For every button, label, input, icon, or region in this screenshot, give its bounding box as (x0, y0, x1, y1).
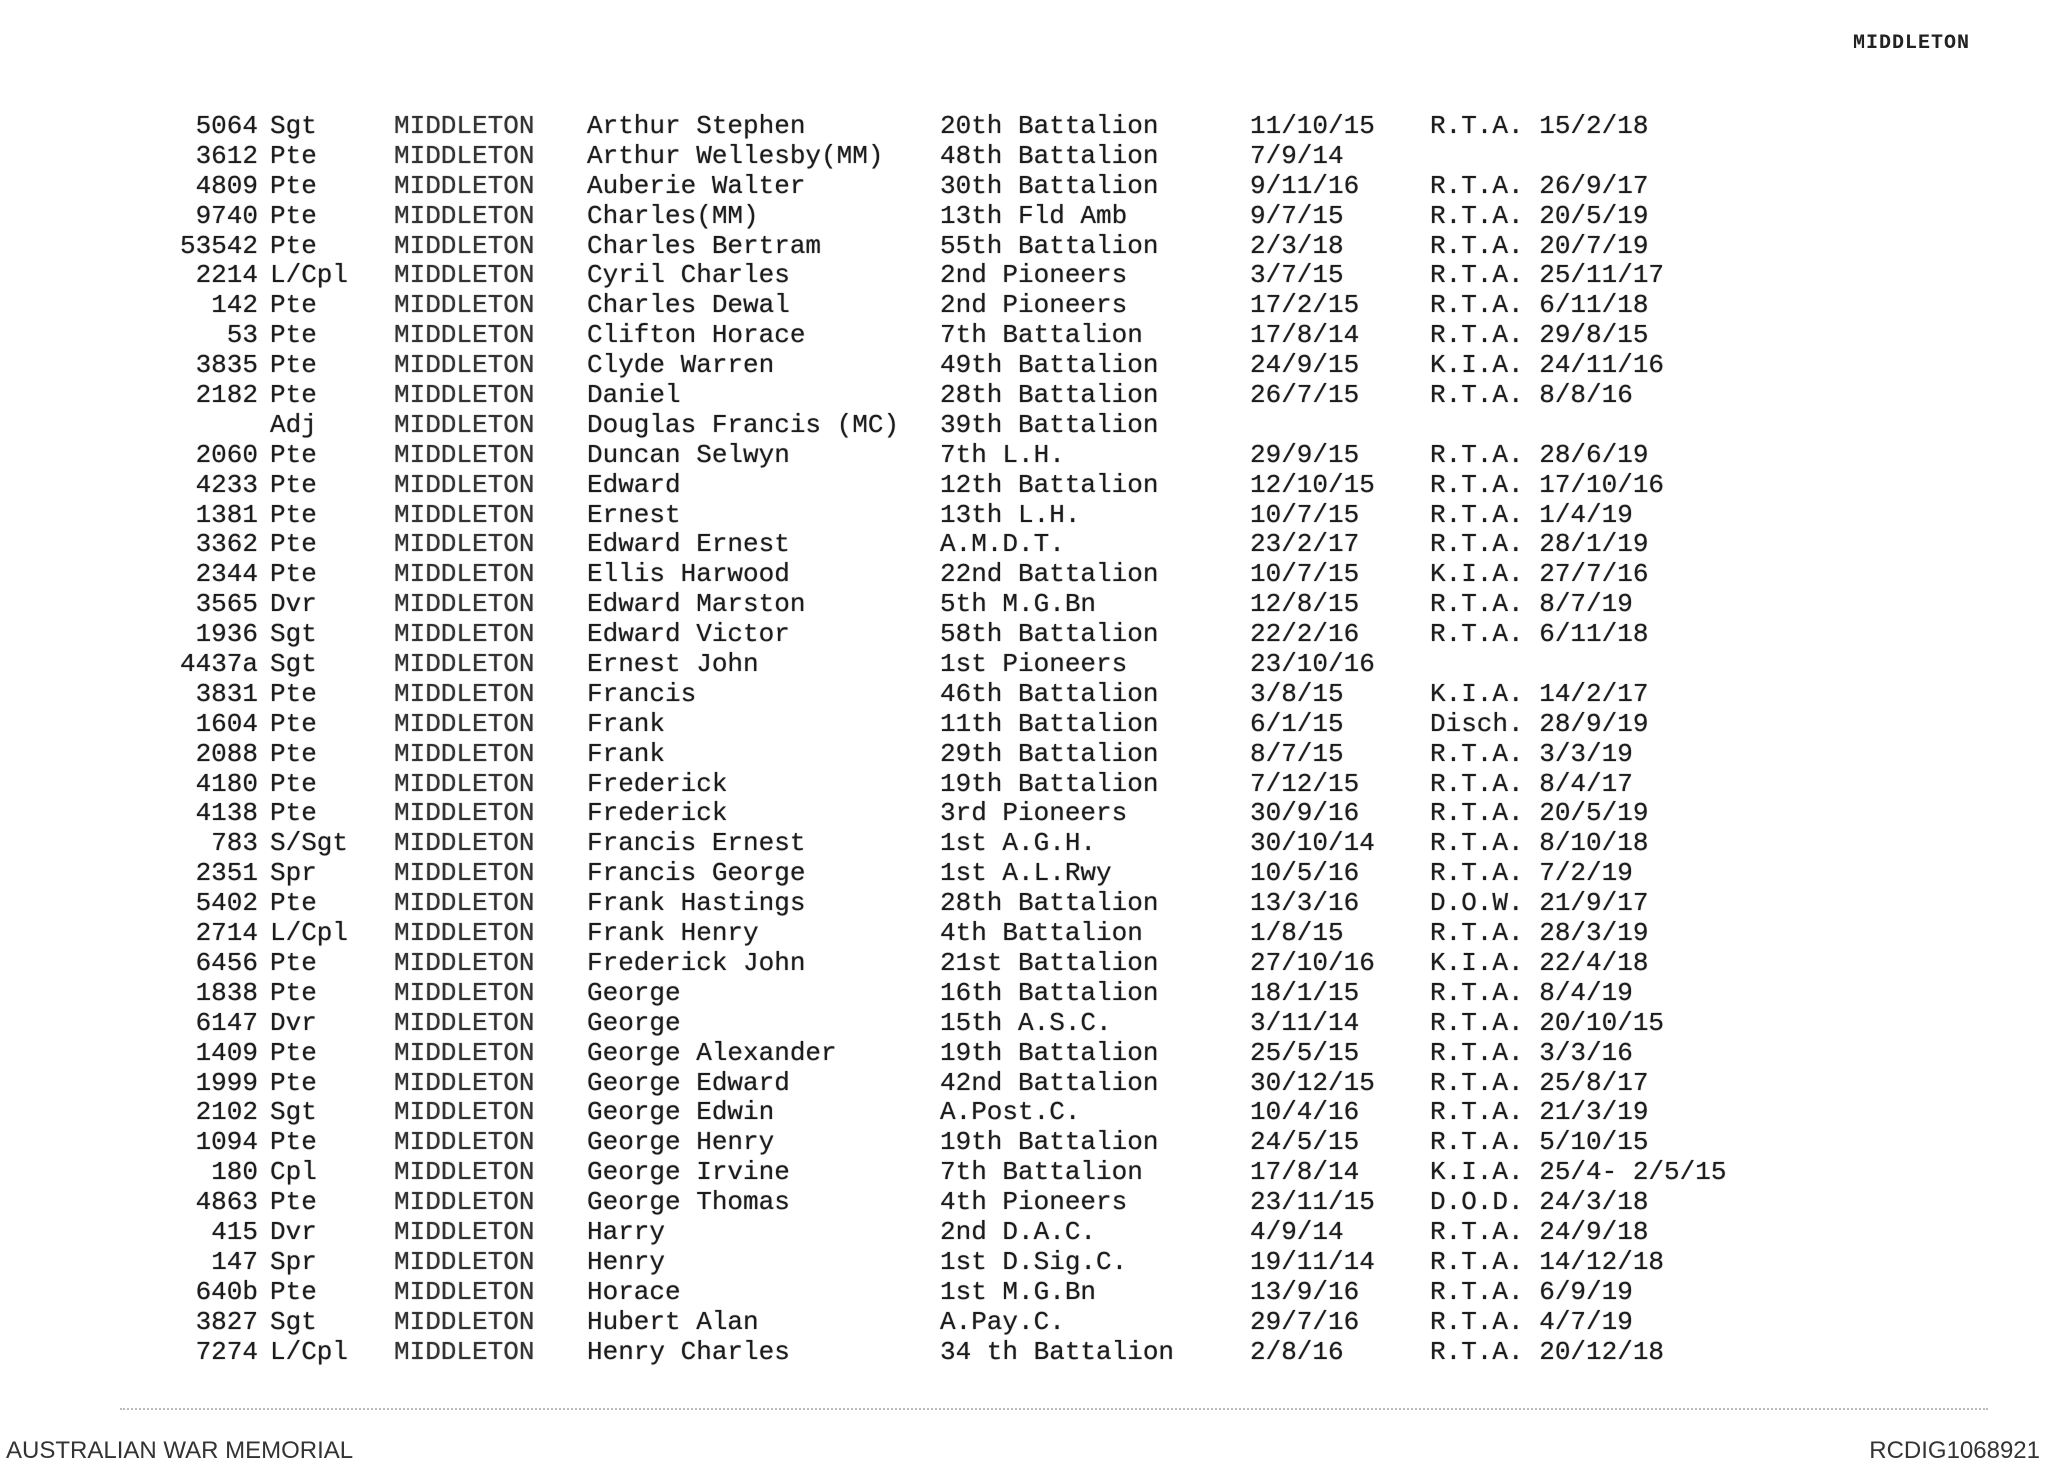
enlistment-date: 10/7/15 (1250, 499, 1360, 530)
service-number: 3827 (195, 1306, 258, 1337)
enlistment-date: 7/9/14 (1250, 140, 1344, 171)
surname: MIDDLETON (394, 828, 535, 859)
page-header-label: MIDDLETON (1852, 32, 1970, 55)
rank: Sgt (270, 1306, 317, 1337)
service-number: 9740 (195, 200, 258, 231)
surname: MIDDLETON (394, 200, 535, 231)
surname: MIDDLETON (394, 678, 535, 709)
surname: MIDDLETON (394, 350, 535, 381)
service-number: 1381 (195, 499, 258, 530)
given-names: Francis (587, 678, 697, 709)
unit: 2nd Pioneers (940, 260, 1128, 291)
service-number: 1936 (195, 619, 258, 650)
fate: R.T.A. 20/5/19 (1430, 798, 1649, 829)
unit: A.Post.C. (940, 1097, 1081, 1128)
service-number: 6456 (195, 947, 258, 978)
fate: R.T.A. 25/11/17 (1430, 260, 1665, 291)
rank: Pte (270, 888, 317, 919)
fate: R.T.A. 6/9/19 (1430, 1276, 1633, 1307)
given-names: Duncan Selwyn (587, 439, 790, 470)
unit: A.Pay.C. (940, 1306, 1065, 1337)
unit: 21st Battalion (940, 947, 1159, 978)
rank: Dvr (270, 1007, 317, 1038)
fate: R.T.A. 14/12/18 (1430, 1246, 1665, 1277)
given-names: Cyril Charles (587, 260, 790, 291)
given-names: Ellis Harwood (587, 559, 790, 590)
given-names: Charles Bertram (587, 230, 822, 261)
service-number: 3835 (195, 350, 258, 381)
enlistment-date: 23/2/17 (1250, 529, 1360, 560)
given-names: Edward Marston (587, 589, 806, 620)
fate: R.T.A. 5/10/15 (1430, 1127, 1649, 1158)
service-number: 4233 (195, 469, 258, 500)
enlistment-date: 12/8/15 (1250, 589, 1360, 620)
surname: MIDDLETON (394, 649, 535, 680)
unit: A.M.D.T. (940, 529, 1065, 560)
surname: MIDDLETON (394, 738, 535, 769)
enlistment-date: 19/11/14 (1250, 1246, 1375, 1277)
fate: R.T.A. 3/3/16 (1430, 1037, 1633, 1068)
rank: Pte (270, 350, 317, 381)
rank: Pte (270, 380, 317, 411)
unit: 58th Battalion (940, 619, 1159, 650)
surname: MIDDLETON (394, 1157, 535, 1188)
given-names: Edward Victor (587, 619, 790, 650)
service-number: 142 (211, 290, 258, 321)
fate: Disch. 28/9/19 (1430, 708, 1649, 739)
enlistment-date: 29/7/16 (1250, 1306, 1360, 1337)
rank: Pte (270, 768, 317, 799)
surname: MIDDLETON (394, 1336, 535, 1367)
surname: MIDDLETON (394, 858, 535, 889)
unit: 4th Battalion (940, 918, 1143, 949)
service-number: 6147 (195, 1007, 258, 1038)
enlistment-date: 13/9/16 (1250, 1276, 1360, 1307)
enlistment-date: 30/9/16 (1250, 798, 1360, 829)
service-number: 2182 (195, 380, 258, 411)
surname: MIDDLETON (394, 1067, 535, 1098)
enlistment-date: 13/3/16 (1250, 888, 1360, 919)
given-names: Frederick John (587, 947, 806, 978)
service-number: 415 (211, 1216, 258, 1247)
service-number: 1409 (195, 1037, 258, 1068)
fate: R.T.A. 28/3/19 (1430, 918, 1649, 949)
rank: Pte (270, 469, 317, 500)
enlistment-date: 25/5/15 (1250, 1037, 1360, 1068)
enlistment-date: 10/5/16 (1250, 858, 1360, 889)
given-names: George Henry (587, 1127, 775, 1158)
service-number: 1999 (195, 1067, 258, 1098)
rank: L/Cpl (270, 918, 349, 949)
enlistment-date: 6/1/15 (1250, 708, 1344, 739)
rank: Pte (270, 230, 317, 261)
unit: 2nd Pioneers (940, 290, 1128, 321)
rank: Pte (270, 499, 317, 530)
given-names: Auberie Walter (587, 170, 806, 201)
surname: MIDDLETON (394, 1097, 535, 1128)
given-names: Arthur Wellesby(MM) (587, 140, 884, 171)
fate: K.I.A. 27/7/16 (1430, 559, 1649, 590)
unit: 13th L.H. (940, 499, 1081, 530)
unit: 29th Battalion (940, 738, 1159, 769)
enlistment-date: 27/10/16 (1250, 947, 1375, 978)
rank: Pte (270, 439, 317, 470)
given-names: Edward Ernest (587, 529, 790, 560)
given-names: Horace (587, 1276, 681, 1307)
enlistment-date: 22/2/16 (1250, 619, 1360, 650)
rank: Pte (270, 1037, 317, 1068)
given-names: Frederick (587, 768, 728, 799)
enlistment-date: 18/1/15 (1250, 977, 1360, 1008)
enlistment-date: 10/7/15 (1250, 559, 1360, 590)
fate: D.O.D. 24/3/18 (1430, 1187, 1649, 1218)
given-names: Ernest (587, 499, 681, 530)
rank: Pte (270, 738, 317, 769)
service-number: 2102 (195, 1097, 258, 1128)
given-names: Douglas Francis (MC) (587, 409, 900, 440)
given-names: George Edward (587, 1067, 790, 1098)
fate: R.T.A. 8/4/19 (1430, 977, 1633, 1008)
unit: 13th Fld Amb (940, 200, 1128, 231)
service-number: 2344 (195, 559, 258, 590)
given-names: Daniel (587, 380, 681, 411)
unit: 19th Battalion (940, 1037, 1159, 1068)
given-names: Arthur Stephen (587, 111, 806, 141)
unit: 1st Pioneers (940, 649, 1128, 680)
surname: MIDDLETON (394, 977, 535, 1008)
given-names: George Irvine (587, 1157, 790, 1188)
enlistment-date: 23/10/16 (1250, 649, 1375, 680)
service-number: 53542 (179, 230, 258, 261)
rank: Spr (270, 858, 317, 889)
unit: 28th Battalion (940, 888, 1159, 919)
surname: MIDDLETON (394, 260, 535, 291)
surname: MIDDLETON (394, 320, 535, 351)
fate: R.T.A. 20/10/15 (1430, 1007, 1665, 1038)
enlistment-date: 17/8/14 (1250, 1157, 1360, 1188)
surname: MIDDLETON (394, 230, 535, 261)
fate: R.T.A. 26/9/17 (1430, 170, 1649, 201)
unit: 1st D.Sig.C. (940, 1246, 1128, 1277)
unit: 11th Battalion (940, 708, 1159, 739)
service-number: 4138 (195, 798, 258, 829)
service-number: 5064 (195, 111, 258, 141)
rank: Spr (270, 1246, 317, 1277)
fate: R.T.A. 20/7/19 (1430, 230, 1649, 261)
surname: MIDDLETON (394, 499, 535, 530)
enlistment-date: 9/7/15 (1250, 200, 1344, 231)
enlistment-date: 8/7/15 (1250, 738, 1344, 769)
given-names: Hubert Alan (587, 1306, 759, 1337)
service-number: 3565 (195, 589, 258, 620)
unit: 5th M.G.Bn (940, 589, 1097, 620)
unit: 12th Battalion (940, 469, 1159, 500)
service-number: 53 (226, 320, 258, 351)
given-names: Frank (587, 738, 666, 769)
surname: MIDDLETON (394, 140, 535, 171)
enlistment-date: 3/8/15 (1250, 678, 1344, 709)
rank: Pte (270, 1187, 317, 1218)
fate: R.T.A. 20/5/19 (1430, 200, 1649, 231)
fate: R.T.A. 29/8/15 (1430, 320, 1649, 351)
rank: Pte (270, 559, 317, 590)
unit: 7th Battalion (940, 1157, 1143, 1188)
unit: 19th Battalion (940, 1127, 1159, 1158)
fate: R.T.A. 7/2/19 (1430, 858, 1633, 889)
rank: Pte (270, 320, 317, 351)
unit: 55th Battalion (940, 230, 1159, 261)
surname: MIDDLETON (394, 1276, 535, 1307)
surname: MIDDLETON (394, 1007, 535, 1038)
service-number: 4863 (195, 1187, 258, 1218)
unit: 1st M.G.Bn (940, 1276, 1097, 1307)
service-number: 2714 (195, 918, 258, 949)
rank: Sgt (270, 649, 317, 680)
surname: MIDDLETON (394, 529, 535, 560)
surname: MIDDLETON (394, 111, 535, 141)
enlistment-date: 2/8/16 (1250, 1336, 1344, 1367)
rank: Pte (270, 1127, 317, 1158)
fate: R.T.A. 28/6/19 (1430, 439, 1649, 470)
service-number: 3362 (195, 529, 258, 560)
given-names: Frank Hastings (587, 888, 806, 919)
fate: K.I.A. 24/11/16 (1430, 350, 1665, 381)
rank: L/Cpl (270, 260, 349, 291)
unit: 20th Battalion (940, 111, 1159, 141)
fate: R.T.A. 21/3/19 (1430, 1097, 1649, 1128)
enlistment-date: 2/3/18 (1250, 230, 1344, 261)
given-names: Francis Ernest (587, 828, 806, 859)
enlistment-date: 7/12/15 (1250, 768, 1360, 799)
document-id: RCDIG1068921 (1869, 1437, 2040, 1464)
rank: S/Sgt (270, 828, 349, 859)
surname: MIDDLETON (394, 290, 535, 321)
service-number: 2088 (195, 738, 258, 769)
surname: MIDDLETON (394, 1187, 535, 1218)
rank: Cpl (270, 1157, 317, 1188)
fate: R.T.A. 3/3/19 (1430, 738, 1633, 769)
service-number: 3831 (195, 678, 258, 709)
fate: R.T.A. 8/4/17 (1430, 768, 1633, 799)
unit: 4th Pioneers (940, 1187, 1128, 1218)
enlistment-date: 26/7/15 (1250, 380, 1360, 411)
fate: R.T.A. 24/9/18 (1430, 1216, 1649, 1247)
surname: MIDDLETON (394, 380, 535, 411)
rank: Adj (270, 409, 317, 440)
surname: MIDDLETON (394, 559, 535, 590)
surname: MIDDLETON (394, 469, 535, 500)
unit: 2nd D.A.C. (940, 1216, 1097, 1247)
rank: L/Cpl (270, 1336, 349, 1367)
page-divider (120, 1408, 1988, 1410)
rank: Sgt (270, 1097, 317, 1128)
service-number: 180 (211, 1157, 258, 1188)
surname: MIDDLETON (394, 768, 535, 799)
given-names: Francis George (587, 858, 806, 889)
fate: R.T.A. 20/12/18 (1430, 1336, 1665, 1367)
surname: MIDDLETON (394, 439, 535, 470)
service-number: 2214 (195, 260, 258, 291)
unit: 7th Battalion (940, 320, 1143, 351)
surname: MIDDLETON (394, 170, 535, 201)
unit: 15th A.S.C. (940, 1007, 1112, 1038)
given-names: Edward (587, 469, 681, 500)
unit: 42nd Battalion (940, 1067, 1159, 1098)
enlistment-date: 10/4/16 (1250, 1097, 1360, 1128)
service-number: 4809 (195, 170, 258, 201)
unit: 48th Battalion (940, 140, 1159, 171)
given-names: Harry (587, 1216, 666, 1247)
archive-credit: AUSTRALIAN WAR MEMORIAL (6, 1437, 354, 1464)
enlistment-date: 23/11/15 (1250, 1187, 1375, 1218)
enlistment-date: 29/9/15 (1250, 439, 1360, 470)
surname: MIDDLETON (394, 708, 535, 739)
enlistment-date: 4/9/14 (1250, 1216, 1344, 1247)
unit: 30th Battalion (940, 170, 1159, 201)
fate: R.T.A. 28/1/19 (1430, 529, 1649, 560)
enlistment-date: 1/8/15 (1250, 918, 1344, 949)
rank: Pte (270, 798, 317, 829)
fate: R.T.A. 1/4/19 (1430, 499, 1633, 530)
surname: MIDDLETON (394, 589, 535, 620)
given-names: George (587, 1007, 681, 1038)
given-names: George Thomas (587, 1187, 790, 1218)
unit: 28th Battalion (940, 380, 1159, 411)
enlistment-date: 24/9/15 (1250, 350, 1360, 381)
given-names: Ernest John (587, 649, 759, 680)
service-number: 7274 (195, 1336, 258, 1367)
fate: R.T.A. 17/10/16 (1430, 469, 1665, 500)
given-names: George Edwin (587, 1097, 775, 1128)
fate: R.T.A. 15/2/18 (1430, 111, 1649, 141)
service-number: 2351 (195, 858, 258, 889)
rank: Pte (270, 529, 317, 560)
unit: 16th Battalion (940, 977, 1159, 1008)
rank: Pte (270, 1067, 317, 1098)
unit: 22nd Battalion (940, 559, 1159, 590)
unit: 39th Battalion (940, 409, 1159, 440)
unit: 19th Battalion (940, 768, 1159, 799)
surname: MIDDLETON (394, 619, 535, 650)
enlistment-date: 11/10/15 (1250, 111, 1375, 141)
service-number: 640b (195, 1276, 258, 1307)
fate: K.I.A. 25/4- 2/5/15 (1430, 1157, 1727, 1188)
surname: MIDDLETON (394, 1216, 535, 1247)
given-names: Charles Dewal (587, 290, 790, 321)
rank: Pte (270, 977, 317, 1008)
fate: R.T.A. 6/11/18 (1430, 290, 1649, 321)
unit: 1st A.L.Rwy (940, 858, 1112, 889)
enlistment-date: 30/10/14 (1250, 828, 1375, 859)
enlistment-date: 30/12/15 (1250, 1067, 1375, 1098)
rank: Pte (270, 947, 317, 978)
unit: 1st A.G.H. (940, 828, 1097, 859)
fate: R.T.A. 6/11/18 (1430, 619, 1649, 650)
fate: R.T.A. 25/8/17 (1430, 1067, 1649, 1098)
given-names: Frederick (587, 798, 728, 829)
surname: MIDDLETON (394, 888, 535, 919)
service-number: 1604 (195, 708, 258, 739)
enlistment-date: 24/5/15 (1250, 1127, 1360, 1158)
given-names: Henry (587, 1246, 666, 1277)
fate: R.T.A. 8/10/18 (1430, 828, 1649, 859)
given-names: Clifton Horace (587, 320, 806, 351)
unit: 49th Battalion (940, 350, 1159, 381)
enlistment-date: 9/11/16 (1250, 170, 1360, 201)
rank: Pte (270, 708, 317, 739)
service-number: 5402 (195, 888, 258, 919)
unit: 34 th Battalion (940, 1336, 1175, 1367)
service-number: 147 (211, 1246, 258, 1277)
rank: Pte (270, 1276, 317, 1307)
given-names: Frank Henry (587, 918, 759, 949)
given-names: George Alexander (587, 1037, 837, 1068)
unit: 3rd Pioneers (940, 798, 1128, 829)
surname: MIDDLETON (394, 798, 535, 829)
given-names: Clyde Warren (587, 350, 775, 381)
fate: R.T.A. 4/7/19 (1430, 1306, 1633, 1337)
rank: Pte (270, 200, 317, 231)
rank: Pte (270, 140, 317, 171)
rank: Dvr (270, 589, 317, 620)
given-names: George (587, 977, 681, 1008)
rank: Sgt (270, 111, 317, 141)
enlistment-date: 3/7/15 (1250, 260, 1344, 291)
enlistment-date: 12/10/15 (1250, 469, 1375, 500)
enlistment-date: 17/8/14 (1250, 320, 1360, 351)
rank: Dvr (270, 1216, 317, 1247)
surname: MIDDLETON (394, 1306, 535, 1337)
surname: MIDDLETON (394, 918, 535, 949)
fate: D.O.W. 21/9/17 (1430, 888, 1649, 919)
service-number: 1838 (195, 977, 258, 1008)
fate: K.I.A. 14/2/17 (1430, 678, 1649, 709)
rank: Pte (270, 678, 317, 709)
enlistment-date: 17/2/15 (1250, 290, 1360, 321)
fate: R.T.A. 8/7/19 (1430, 589, 1633, 620)
surname: MIDDLETON (394, 1246, 535, 1277)
unit: 7th L.H. (940, 439, 1065, 470)
fate: K.I.A. 22/4/18 (1430, 947, 1649, 978)
given-names: Frank (587, 708, 666, 739)
rank: Sgt (270, 619, 317, 650)
enlistment-date: 3/11/14 (1250, 1007, 1360, 1038)
given-names: Charles(MM) (587, 200, 759, 231)
rank: Pte (270, 170, 317, 201)
service-number: 3612 (195, 140, 258, 171)
service-number: 2060 (195, 439, 258, 470)
surname: MIDDLETON (394, 1127, 535, 1158)
service-number: 1094 (195, 1127, 258, 1158)
surname: MIDDLETON (394, 1037, 535, 1068)
service-number: 4437a (179, 649, 258, 680)
unit: 46th Battalion (940, 678, 1159, 709)
service-number: 783 (211, 828, 258, 859)
surname: MIDDLETON (394, 409, 535, 440)
fate: R.T.A. 8/8/16 (1430, 380, 1633, 411)
surname: MIDDLETON (394, 947, 535, 978)
service-number: 4180 (195, 768, 258, 799)
given-names: Henry Charles (587, 1336, 790, 1367)
rank: Pte (270, 290, 317, 321)
